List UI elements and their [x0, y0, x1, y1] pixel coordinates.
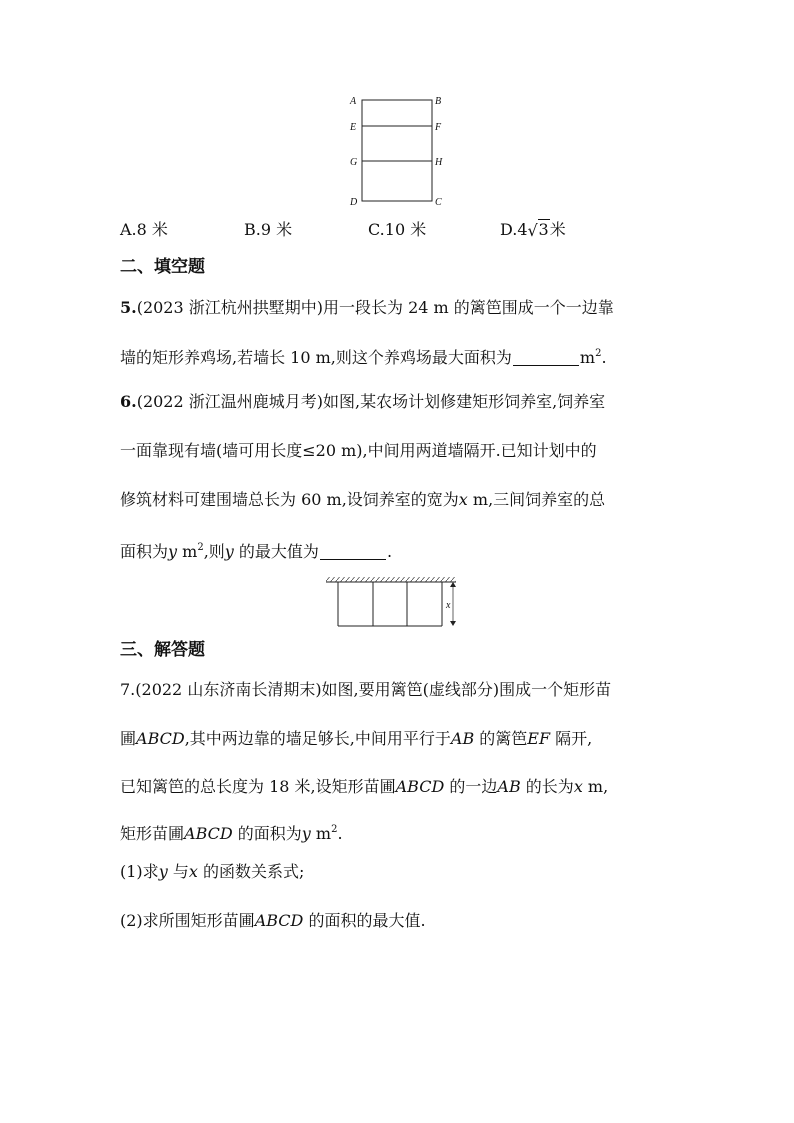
q6-text-3a: 修筑材料可建围墙总长为 60 m,设饲养室的宽为 [120, 490, 459, 509]
q7-text-3a: 已知篱笆的总长度为 18 米,设矩形苗圃 [120, 777, 396, 796]
q5-line2 [120, 342, 607, 370]
label-c: C [435, 197, 442, 208]
q7-text-1: (2022 山东济南长清期末)如图,要用篱笆(虚线部分)围成一个矩形苗 [135, 680, 612, 699]
label-h: H [435, 157, 443, 168]
q6-text-4c: 的最大值为 [233, 542, 319, 561]
option-d-prefix: D.4 [500, 220, 528, 239]
q7-sub1-number: (1) [120, 862, 143, 881]
label-g: G [350, 157, 358, 168]
label-b: B [435, 96, 442, 107]
q6-line1 [120, 390, 605, 414]
q7-sub1-y: y [158, 862, 168, 881]
label-f: F [435, 122, 442, 133]
q6-var-x: x [458, 490, 468, 509]
q7-abcd-2: ABCD [395, 777, 445, 796]
section-title-solve: 三、解答题 [120, 640, 205, 660]
q5-number: 5. [120, 298, 137, 317]
q7-text-4a: 矩形苗圃 [120, 824, 185, 843]
q7-sub2 [120, 909, 426, 933]
q7-text-3b: 的一边 [444, 777, 498, 796]
q7-sub1-x: x [188, 862, 198, 881]
q6-text-1: (2022 浙江温州鹿城月考)如图,某农场计划修建矩形饲养室,饲养室 [136, 392, 606, 411]
q5-answer-blank[interactable] [513, 349, 579, 366]
q7-text-3d: m, [582, 777, 609, 796]
option-d [500, 218, 566, 242]
q7-text-2d: 隔开, [550, 729, 593, 748]
q7-end: . [337, 824, 343, 843]
q7-line4 [120, 818, 343, 846]
q7-text-2b: ,其中两边靠的墙足够长,中间用平行于 [184, 729, 451, 748]
q7-sub2-text-a: 求所围矩形苗圃 [142, 911, 255, 930]
option-c: C.10 米 [368, 220, 427, 239]
q7-sub2-number: (2) [120, 911, 143, 930]
q5-end: . [601, 348, 607, 367]
q7-unit: m [310, 824, 332, 843]
option-a: A.8 米 [120, 220, 168, 239]
q7-line3 [120, 775, 608, 799]
q6-unit: m [177, 542, 198, 561]
q7-line2 [120, 727, 592, 751]
label-x: x [446, 600, 451, 611]
q7-text-2a: 圃 [120, 729, 137, 748]
q7-text-3c: 的长为 [520, 777, 574, 796]
q7-var-x: x [573, 777, 583, 796]
option-b: B.9 米 [244, 220, 293, 239]
q7-ab-1: AB [450, 729, 475, 748]
option-d-radicand: 3 [538, 220, 549, 239]
q6-line4 [120, 536, 392, 564]
q6-line2: 一面靠现有墙(墙可用长度≤20 m),中间用两道墙隔开.已知计划中的 [120, 441, 597, 460]
q7-number: 7. [120, 680, 136, 699]
q5-text-2: 墙的矩形养鸡场,若墙长 10 m,则这个养鸡场最大面积为 [120, 348, 512, 367]
section-title-fill-blank: 二、填空题 [120, 257, 205, 277]
q6-line3 [120, 488, 605, 512]
q7-sub2-abcd: ABCD [254, 911, 304, 930]
feeding-room-figure [322, 574, 472, 630]
q6-number: 6. [120, 392, 137, 411]
q5-unit-sup: 2 [595, 348, 602, 359]
q6-text-4b: ,则 [203, 542, 225, 561]
q7-abcd-3: ABCD [184, 824, 233, 843]
q7-sub2-text-b: 的面积的最大值. [303, 911, 426, 930]
q7-ef: EF [527, 729, 551, 748]
q7-abcd-1: ABCD [136, 729, 185, 748]
q7-text-4b: 的面积为 [232, 824, 302, 843]
q6-text-4a: 面积为 [120, 542, 169, 561]
q6-end: . [386, 542, 393, 561]
rectangle-figure-abcd [340, 92, 450, 208]
q5-line1 [120, 296, 614, 320]
q7-sub1-text-c: 的函数关系式; [197, 862, 305, 881]
q6-answer-blank[interactable] [320, 543, 386, 560]
wall-hatching [326, 577, 456, 582]
q6-text-3b: m,三间饲养室的总 [467, 490, 606, 509]
sqrt-symbol: √ 3 [527, 220, 549, 240]
q5-text-1: (2023 浙江杭州拱墅期中)用一段长为 24 m 的篱笆围成一个一边靠 [136, 298, 614, 317]
label-a: A [350, 96, 357, 107]
q7-var-y: y [301, 824, 311, 843]
q7-ab-2: AB [497, 777, 521, 796]
label-e: E [350, 122, 357, 133]
q6-var-y: y [168, 542, 178, 561]
q5-unit: m [579, 348, 596, 367]
option-d-suffix: 米 [549, 220, 566, 239]
q7-sub1-text-b: 与 [167, 862, 189, 881]
q7-sub1-text-a: 求 [142, 862, 159, 881]
q7-unit-sup: 2 [331, 824, 338, 835]
q7-line1 [120, 678, 611, 702]
q7-sub1 [120, 860, 304, 884]
q7-text-2c: 的篱笆 [474, 729, 528, 748]
q6-var-y2: y [224, 542, 234, 561]
label-d: D [350, 197, 358, 208]
q6-unit-sup: 2 [197, 542, 204, 553]
